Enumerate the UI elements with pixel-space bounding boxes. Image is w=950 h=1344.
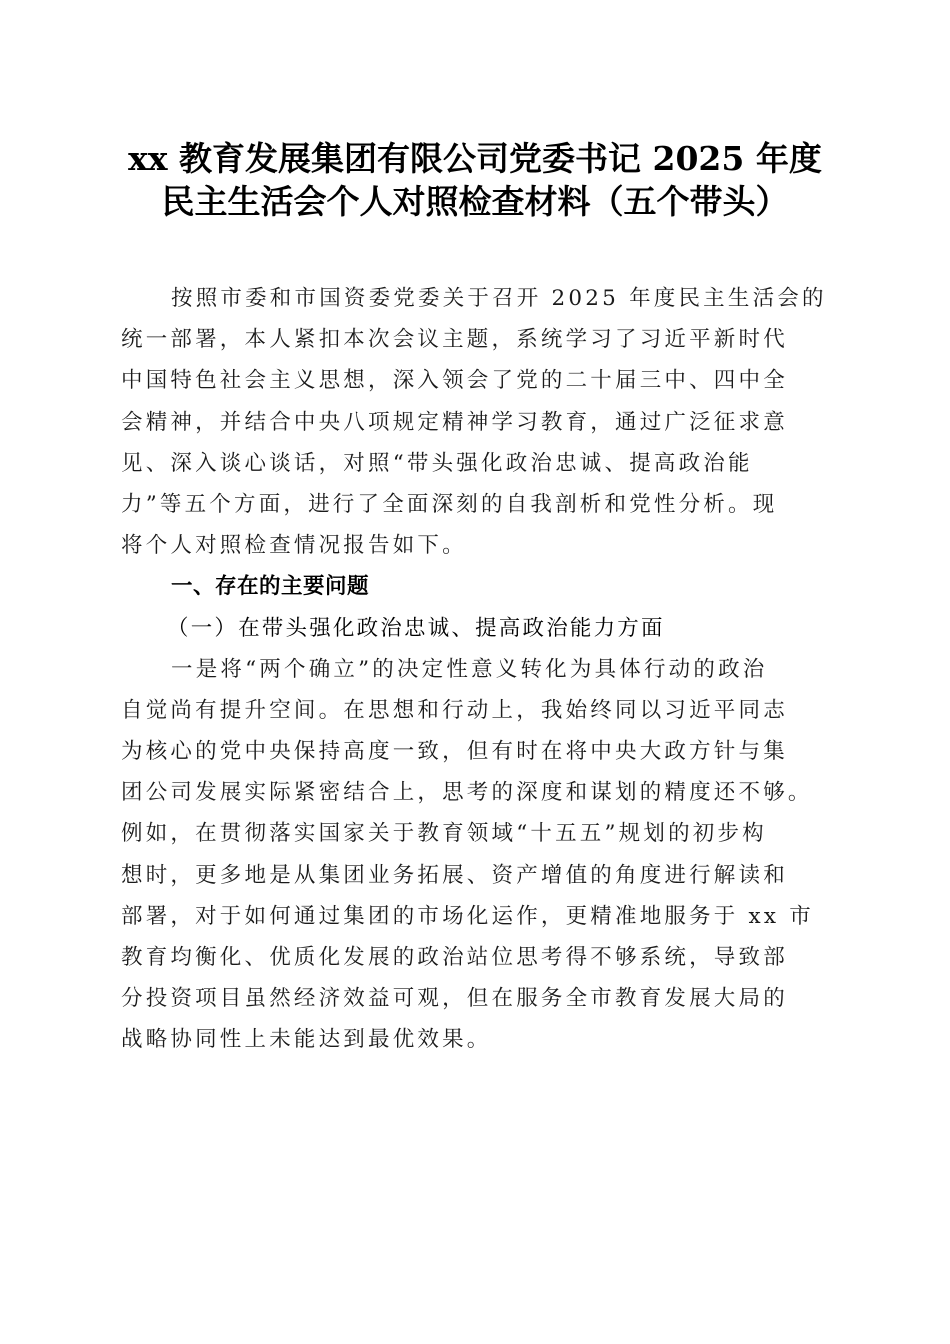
- document-title-line-1: xx 教育发展集团有限公司党委书记 2025 年度: [128, 139, 822, 178]
- intro-paragraph-line: 将个人对照检查情况报告如下。: [121, 533, 467, 559]
- intro-paragraph-line: 中国特色社会主义思想，深入领会了党的二十届三中、四中全: [121, 368, 788, 394]
- intro-paragraph-line: 力”等五个方面，进行了全面深刻的自我剖析和党性分析。现: [121, 491, 778, 517]
- point-paragraph-line: 部署，对于如何通过集团的市场化运作，更精准地服务于 xx 市: [121, 903, 814, 929]
- intro-paragraph-line: 按照市委和市国资委党委关于召开 2025 年度民主生活会的: [171, 286, 827, 311]
- point-paragraph-line: 教育均衡化、优质化发展的政治站位思考得不够系统，导致部: [121, 945, 788, 970]
- point-paragraph-line: 自觉尚有提升空间。在思想和行动上，我始终同以习近平同志: [121, 697, 788, 723]
- intro-paragraph-line: 统一部署，本人紧扣本次会议主题，系统学习了习近平新时代: [121, 327, 788, 353]
- point-paragraph-line: 想时，更多地是从集团业务拓展、资产增值的角度进行解读和: [121, 862, 788, 888]
- point-paragraph-line: 战略协同性上未能达到最优效果。: [121, 1027, 492, 1053]
- intro-paragraph-line: 会精神，并结合中央八项规定精神学习教育，通过广泛征求意: [121, 409, 788, 435]
- document-body: [121, 278, 841, 1061]
- document-title-line-2: 民主生活会个人对照检查材料（五个带头）: [161, 182, 789, 221]
- point-paragraph-line: 团公司发展实际紧密结合上，思考的深度和谋划的精度还不够。: [121, 780, 813, 806]
- point-paragraph-line: 一是将“两个确立”的决定性意义转化为具体行动的政治: [171, 656, 768, 682]
- intro-paragraph-line: 见、深入谈心谈话，对照“带头强化政治忠诚、提高政治能: [121, 450, 753, 476]
- point-paragraph-line: 为核心的党中央保持高度一致，但有时在将中央大政方针与集: [121, 739, 788, 765]
- section-heading: 一、存在的主要问题: [171, 574, 370, 600]
- subsection-heading: （一）在带头强化政治忠诚、提高政治能力方面: [167, 615, 665, 641]
- point-paragraph-line: 分投资项目虽然经济效益可观，但在服务全市教育发展大局的: [121, 986, 788, 1012]
- point-paragraph-line: 例如，在贯彻落实国家关于教育领域“十五五”规划的初步构: [121, 821, 767, 847]
